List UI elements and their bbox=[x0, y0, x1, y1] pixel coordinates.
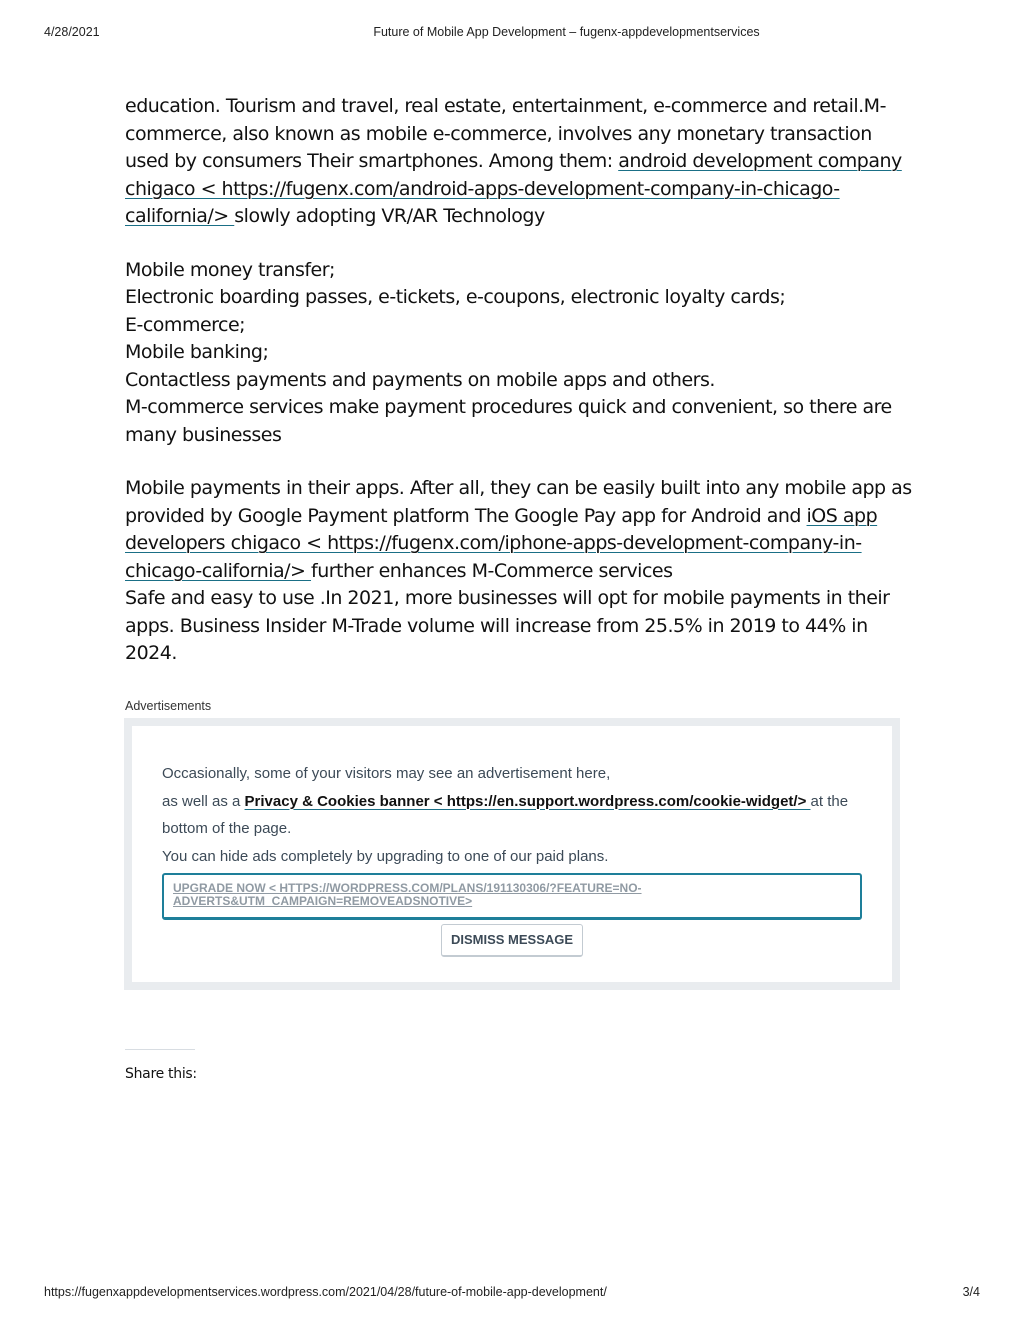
ad-notice-text: as well as a bbox=[162, 792, 245, 810]
ad-notice-content bbox=[132, 726, 892, 982]
paragraph-text: Mobile payments in their apps. After all, they can be easily built into any mobile app as provided by Google Payment platform The Google Pay app for Android and bbox=[125, 477, 912, 527]
advertisements-label: Advertisements bbox=[125, 699, 212, 713]
android-development-link[interactable]: android development company chigaco < https://fugenx.com/android-apps-development-company-in-chicago-california/> bbox=[125, 150, 902, 227]
list-item: E-commerce; bbox=[125, 313, 246, 336]
article-body bbox=[125, 93, 915, 694]
ios-developers-link[interactable]: iOS app developers chigaco < https://fugenx.com/iphone-apps-development-company-in-chicago-california/> bbox=[125, 504, 878, 582]
page-number: 3/4 bbox=[962, 1285, 980, 1299]
privacy-cookies-link[interactable]: Privacy & Cookies banner < https://en.support.wordpress.com/cookie-widget/> bbox=[244, 792, 811, 810]
ad-notice-text: at the bottom of the page. bbox=[162, 792, 849, 837]
list-item: Contactless payments and payments on mobile apps and others. bbox=[125, 368, 715, 391]
print-page-title: Future of Mobile App Development – fugenx-appdevelopmentservices bbox=[373, 25, 760, 39]
list-item: Electronic boarding passes, e-tickets, e-coupons, electronic loyalty cards; bbox=[125, 286, 786, 308]
ad-notice-line: You can hide ads completely by upgrading to one of our paid plans. bbox=[162, 847, 609, 865]
list-item: M-commerce services make payment procedures quick and convenient, so there are many businesses bbox=[125, 396, 892, 446]
share-divider bbox=[125, 1049, 195, 1050]
paragraph-mcommerce bbox=[125, 93, 915, 231]
paragraph-text: Safe and easy to use .In 2021, more businesses will opt for mobile payments in their apps. Business Insider M-Trade volume will increase from 25.5% in 2019 to 44% in 2024. bbox=[125, 587, 890, 664]
print-url: https://fugenxappdevelopmentservices.wordpress.com/2021/04/28/future-of-mobile-app-development/ bbox=[44, 1285, 607, 1299]
payment-methods-list bbox=[125, 257, 915, 450]
paragraph-text: slowly adopting VR/AR Technology bbox=[234, 205, 545, 227]
print-header bbox=[0, 25, 1024, 41]
upgrade-now-button[interactable]: UPGRADE NOW < HTTPS://WORDPRESS.COM/PLANS/191130306/?FEATURE=NO-ADVERTS&UTM_CAMPAIGN=REMOVEADSNOTIVE> bbox=[162, 873, 862, 920]
paragraph-text: education. Tourism and travel, real estate, entertainment, e-commerce and retail.M-commerce, also known as mobile e-commerce, involves any monetary transaction used by consumers Their smartphones. Among them: bbox=[125, 95, 886, 172]
ad-notice-box bbox=[124, 718, 900, 990]
share-this-heading: Share this: bbox=[125, 1066, 197, 1082]
print-footer bbox=[0, 1285, 1024, 1301]
list-item: Mobile banking; bbox=[125, 341, 269, 363]
ad-notice-line bbox=[162, 788, 862, 843]
list-item: Mobile money transfer; bbox=[125, 258, 335, 281]
ad-notice-line: Occasionally, some of your visitors may see an advertisement here, bbox=[162, 765, 611, 782]
print-date: 4/28/2021 bbox=[44, 25, 100, 39]
paragraph-text: further enhances M-Commerce services bbox=[311, 559, 673, 582]
paragraph-mobile-payments bbox=[125, 475, 915, 668]
dismiss-message-button[interactable]: DISMISS MESSAGE bbox=[441, 924, 583, 957]
